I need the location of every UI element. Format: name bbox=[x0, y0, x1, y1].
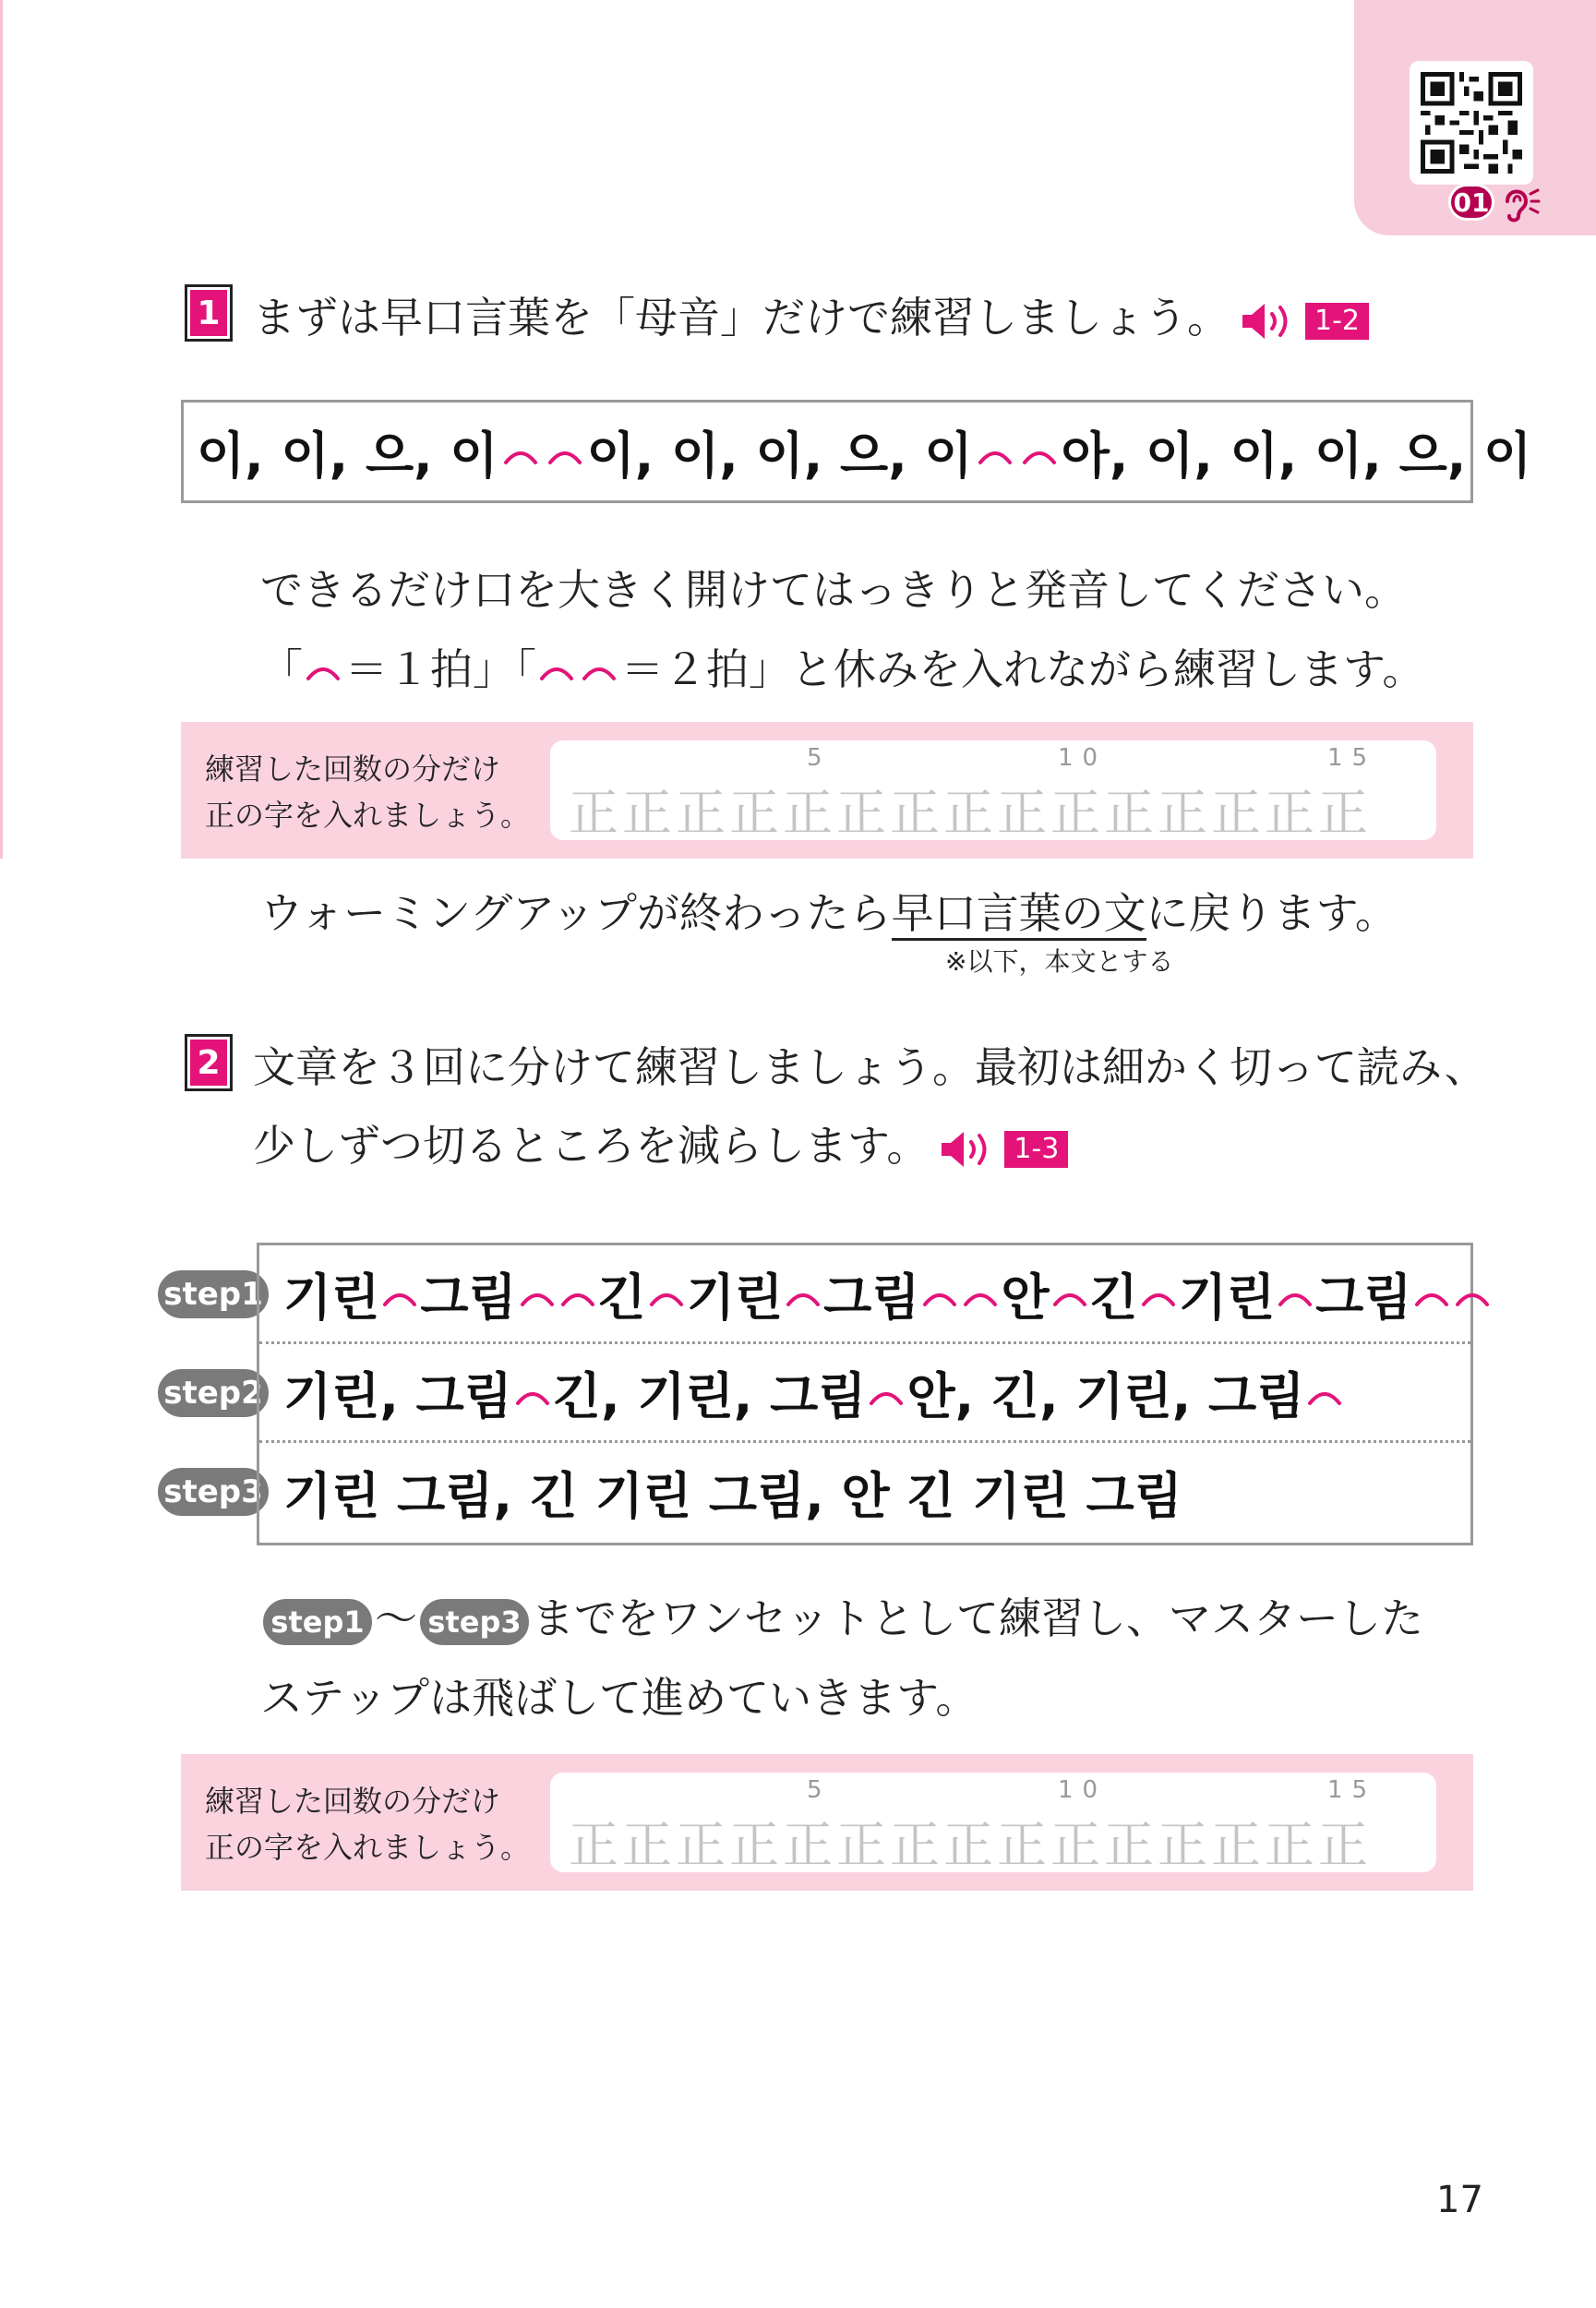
step-instruction-paragraph: step1 ～ step3 までをワンセットとして練習し、マスターした ステップは飛ばして進めていきます。 bbox=[260, 1579, 1423, 1737]
tally-marks: 正正正正正正正正正正正正正正正 bbox=[569, 784, 1372, 842]
tally-number-15: 15 bbox=[1327, 744, 1377, 772]
step2-row: 기린, 그림 긴, 기린, 그림 안, 긴, 기린, 그림 bbox=[259, 1344, 1470, 1443]
one-beat-pause-icon bbox=[1275, 1275, 1315, 1312]
inline-step1-badge: step1 bbox=[260, 1596, 375, 1648]
section-2-heading-line-1: 文章を３回に分けて練習しましょう。最初は細かく切って読み、 bbox=[253, 1042, 1487, 1092]
two-beat-pause-icon bbox=[1411, 1275, 1493, 1312]
tally-box-2 bbox=[181, 1754, 1473, 1891]
two-beat-pause-icon bbox=[536, 649, 621, 686]
two-beat-pause-icon bbox=[919, 1275, 1001, 1312]
one-beat-pause-icon bbox=[1304, 1374, 1345, 1411]
page-number: 17 bbox=[1436, 2179, 1483, 2221]
section-number-box: 1 bbox=[185, 284, 233, 342]
one-beat-pause-icon bbox=[1050, 1275, 1090, 1312]
one-beat-pause-icon bbox=[783, 1275, 823, 1312]
tally-label: 練習した回数の分だけ 正の字を入れましょう。 bbox=[205, 1784, 531, 1865]
step1-row: 기린 그림 긴 기린 그림 안 긴 기린 그림 bbox=[259, 1245, 1470, 1344]
one-beat-pause-icon bbox=[866, 1374, 906, 1411]
ear-icon bbox=[1498, 181, 1541, 223]
track-number-badge: 01 bbox=[1448, 184, 1494, 221]
tally-number-15: 15 bbox=[1327, 1776, 1377, 1804]
footnote-note: ※以下，本文とする bbox=[945, 946, 1174, 977]
one-beat-pause-icon bbox=[379, 1275, 420, 1312]
two-beat-pause-icon bbox=[973, 433, 1062, 470]
tally-marks: 正正正正正正正正正正正正正正正 bbox=[569, 1816, 1372, 1874]
instruction-line-1: できるだけ口を大きく開けてはっきりと発音してください。 bbox=[260, 565, 1407, 615]
tally-label: 練習した回数の分だけ 正の字を入れましょう。 bbox=[205, 751, 531, 833]
warmup-line: ウォーミングアップが終わったら早口言葉の文に戻ります。 bbox=[260, 873, 1398, 953]
step-instruction-line-2: ステップは飛ばして進めていきます。 bbox=[260, 1673, 978, 1723]
inline-step3-badge: step3 bbox=[417, 1596, 532, 1648]
section-1-heading-text: まずは早口言葉を「母音」だけで練習しましょう。 bbox=[253, 293, 1230, 343]
vowel-group-3: 아, 이, 이, 이, 으, 이 bbox=[1061, 426, 1532, 485]
speaker-icon[interactable] bbox=[1239, 299, 1300, 343]
step1-badge: step1 bbox=[155, 1268, 271, 1321]
one-beat-pause-icon bbox=[303, 649, 345, 686]
qr-code[interactable] bbox=[1410, 61, 1533, 185]
step-practice-box bbox=[257, 1243, 1473, 1545]
vowel-practice-line bbox=[181, 400, 1532, 503]
instruction-paragraph-1: できるだけ口を大きく開けてはっきりと発音してください。 「 ＝１拍」「 ＝２拍」と休みを入れながら練習します。 bbox=[260, 550, 1424, 709]
step3-row: 기린 그림, 긴 기린 그림, 안 긴 기린 그림 bbox=[283, 1467, 1182, 1525]
qr-audio-tab bbox=[1354, 0, 1596, 235]
qr-track-row bbox=[1448, 181, 1541, 223]
tally-input-area[interactable] bbox=[550, 740, 1436, 840]
tally-box-1 bbox=[181, 722, 1473, 859]
one-beat-pause-icon bbox=[1138, 1275, 1179, 1312]
section-2-heading-line-2: 少しずつ切るところを減らします。 bbox=[253, 1121, 930, 1171]
section-number-box: 2 bbox=[185, 1034, 233, 1091]
vowel-group-1: 이, 이, 으, 이 bbox=[197, 426, 498, 485]
qr-code-icon bbox=[1421, 72, 1522, 174]
underlined-term: 早口言葉の文 bbox=[892, 888, 1146, 941]
section-1-heading bbox=[185, 279, 1369, 357]
tally-number-10: 10 bbox=[1058, 1776, 1108, 1804]
two-beat-pause-icon bbox=[498, 433, 587, 470]
tally-number-5: 5 bbox=[807, 1776, 832, 1804]
tally-number-10: 10 bbox=[1058, 744, 1108, 772]
two-beat-pause-icon bbox=[517, 1275, 598, 1312]
tally-number-5: 5 bbox=[807, 744, 832, 772]
one-beat-pause-icon bbox=[512, 1374, 553, 1411]
one-beat-pause-icon bbox=[646, 1275, 687, 1312]
audio-track-tag[interactable]: 1-2 bbox=[1305, 303, 1369, 340]
vowel-group-2: 이, 이, 이, 으, 이 bbox=[586, 426, 973, 485]
step3-badge: step3 bbox=[155, 1465, 271, 1519]
tally-input-area[interactable] bbox=[550, 1773, 1436, 1872]
section-2-heading bbox=[185, 1028, 1487, 1185]
step2-badge: step2 bbox=[155, 1366, 271, 1420]
speaker-icon[interactable] bbox=[938, 1127, 999, 1172]
audio-track-tag[interactable]: 1-3 bbox=[1004, 1131, 1068, 1168]
page-edge-line bbox=[0, 0, 3, 859]
